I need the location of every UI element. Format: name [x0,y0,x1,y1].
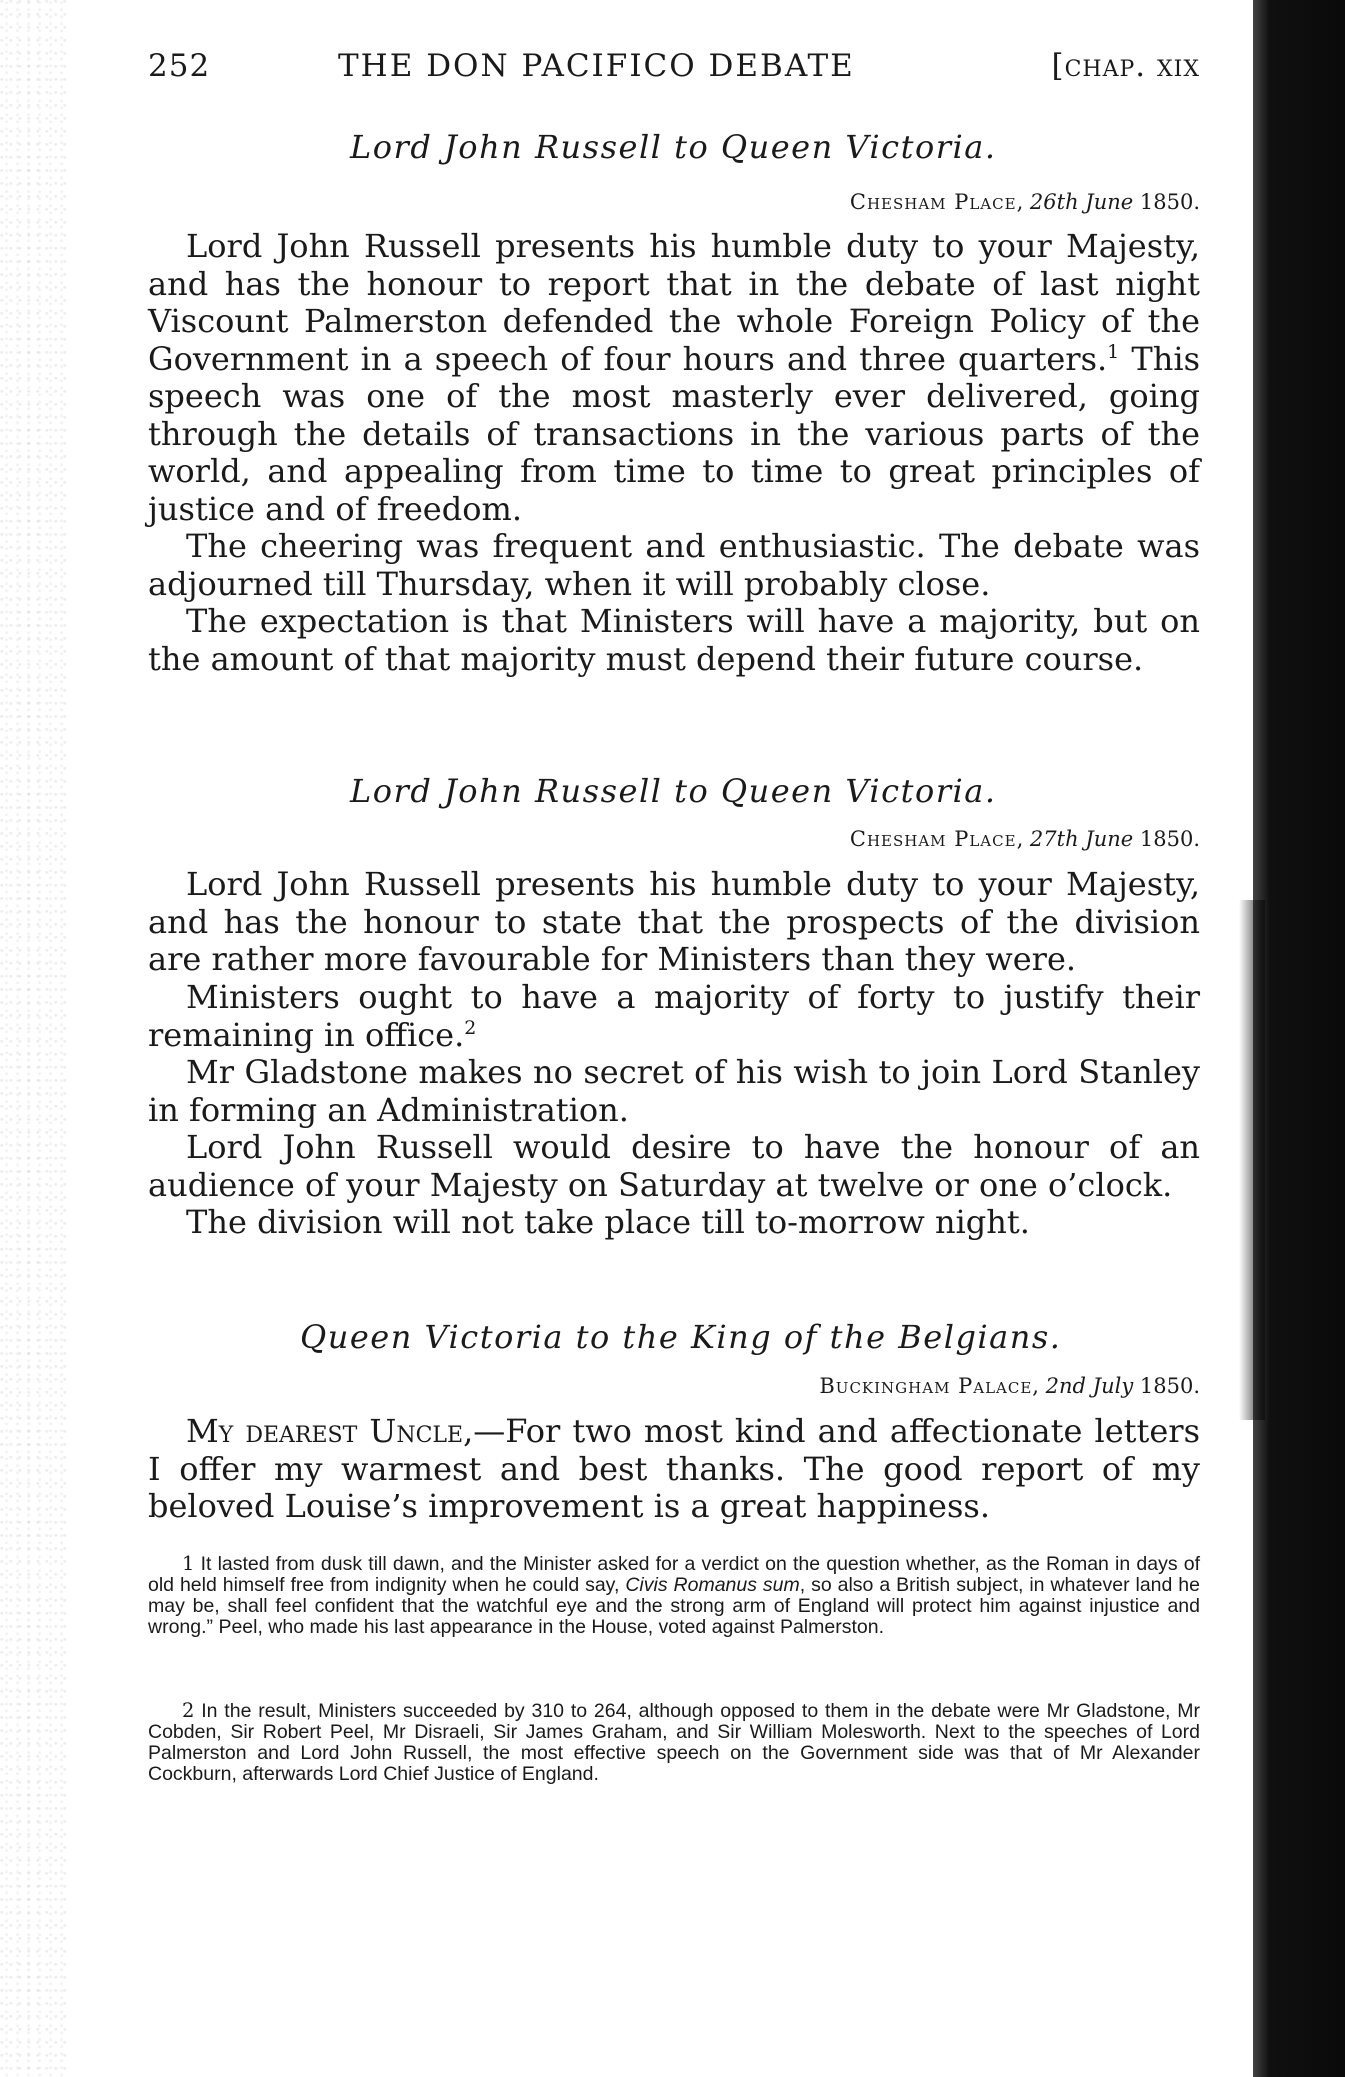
letter-1-paragraph-1 [148,228,1200,528]
letter-2-paragraph-4: Lord John Russell would desire to have the honour of an audience of your Majesty on Saturday at twelve or one o’clock. [148,1128,1200,1204]
letter-3-paragraph-1 [148,1413,1200,1526]
scan-edge-noise [0,0,70,2077]
letter-1-paragraph-3: The expectation is that Ministers will have a majority, but on the amount of that majority must depend their future course. [148,602,1200,678]
letter-2-paragraph-1: Lord John Russell presents his humble duty to your Majesty, and has the honour to state that the prospects of the division are rather more favourable for Ministers than they were. [148,865,1200,978]
letter-2-title: Lord John Russell to Queen Victoria. [350,772,997,810]
letter-3-p1-text: —For two most kind and affectionate letters I offer my warmest and best thanks. The good report of my beloved Louise’s improvement is a great happiness. [148,1412,1201,1525]
letter-3-title: Queen Victoria to the King of the Belgians. [300,1318,1062,1356]
letter-3-dateline: Buckingham Palace, 2nd July 1850. [819,1374,1200,1398]
letter-2-paragraph-2 [148,979,1200,1054]
footnote-ref-2: 2 [464,1016,477,1039]
letter-2-p2-text: Ministers ought to have a majority of forty to justify their remaining in office. [148,978,1200,1054]
footnote-1-text-a: It lasted from dusk till dawn, and the Minister asked for a verdict on the question whether, as the Roman in days of old held himself free from indignity when he could say, [148,1553,1200,1596]
letter-3-place: Buckingham Palace [819,1374,1033,1398]
footnote-ref-1: 1 [1107,340,1120,363]
letter-1-dateline: Chesham Place, 26th June 1850. [849,190,1200,214]
letter-3-year: 1850. [1139,1374,1200,1398]
letter-2-dateline: Chesham Place, 27th June 1850. [849,827,1200,851]
letter-2-paragraph-5: The division will not take place till to-morrow night. [186,1203,1030,1241]
letter-2-paragraph-3: Mr Gladstone makes no secret of his wish to join Lord Stanley in forming an Administration. [148,1053,1200,1129]
letter-1-year: 1850. [1139,190,1200,214]
chapter-label: [chap. xix [1051,48,1200,84]
running-title: THE DON PACIFICO DEBATE [338,48,855,84]
letter-2-date: 27th June [1029,827,1134,851]
running-header [148,48,1200,108]
footnote-2-text: In the result, Ministers succeeded by 310 to 264, although opposed to them in the debate were Mr Gladstone, Mr Cobden, Sir Robert Peel, Mr Disraeli, Sir James Graham, and Sir William Molesworth. Next to the speeches of Lord Palmerston and Lord John Russell, the most effective speech on the Government side was that of Mr Alexander Cockburn, afterwards Lord Chief Justice of England. [148,1700,1200,1785]
letter-1-place: Chesham Place [849,190,1017,214]
footnote-1-number: 1 [182,1552,195,1575]
letter-2-year: 1850. [1139,827,1200,851]
footnote-1-latin: Civis Romanus sum [625,1574,800,1596]
letter-1-date: 26th June [1029,190,1134,214]
letter-1-title: Lord John Russell to Queen Victoria. [350,128,997,166]
page-number: 252 [148,48,211,84]
footnote-2 [148,1700,1200,1785]
letter-1-p1-text: Lord John Russell presents his humble duty to your Majesty, and has the honour to report that in the debate of last night Viscount Palmerston defended the whole Foreign Policy of the Government in a speech of four hours and three quarters. [148,227,1200,378]
letter-3-salutation: My dearest Uncle, [186,1412,474,1450]
letter-1-paragraph-2: The cheering was frequent and enthusiastic. The debate was adjourned till Thursday, when it will probably close. [148,527,1200,603]
footnote-2-number: 2 [182,1699,195,1722]
letter-3-date: 2nd July [1045,1374,1134,1398]
footnote-1 [148,1553,1200,1638]
letter-1-p1-rest: This speech was one of the most masterly ever delivered, going through the details of transactions in the various parts of the world, and appealing from time to time to great principles of justice and of freedom. [148,339,1201,528]
scan-binding-shadow [1253,0,1345,2077]
letter-2-place: Chesham Place [849,827,1017,851]
footnote-1-text-b: , so also a British subject, in whatever land he may be, shall feel confident that the watchful eye and the strong arm of England will protect him against injustice and wrong.” Peel, who made his last appearance in the House, voted against Palmerston. [148,1574,1200,1638]
